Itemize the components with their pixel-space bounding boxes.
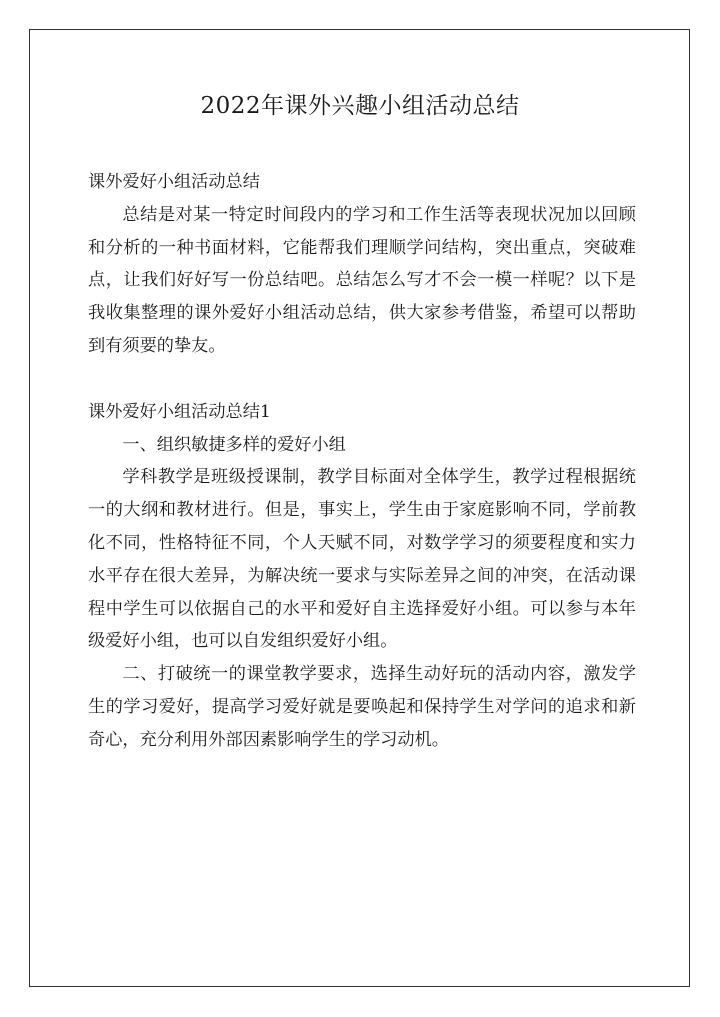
point-1-heading: 一、组织敏捷多样的爱好小组 xyxy=(122,434,346,455)
document-title: 2022年课外兴趣小组活动总结 xyxy=(200,93,520,119)
document-body xyxy=(88,166,636,757)
intro-paragraph: 总结是对某一特定时间段内的学习和工作生活等表现状况加以回顾和分析的一种书面材料，它能帮我们理顺学问结构，突出重点，突破难点，让我们好好写一份总结吧。总结怎么写才不会一模一样呢？以下是我收集整理的课外爱好小组活动总结，供大家参考借鉴，希望可以帮助到有须要的挚友。 xyxy=(88,204,636,356)
point-2-paragraph: 二、打破统一的课堂教学要求，选择生动好玩的活动内容，激发学生的学习爱好，提高学习爱好就是要唤起和保持学生对学问的追求和新奇心，充分利用外部因素影响学生的学习动机。 xyxy=(88,664,636,750)
section-1-heading: 课外爱好小组活动总结1 xyxy=(88,401,271,422)
point-1-paragraph: 学科教学是班级授课制，教学目标面对全体学生，教学过程根据统一的大纲和教材进行。但是，事实上，学生由于家庭影响不同，学前教化不同，性格特征不同，个人天赋不同，对数学学习的须要程度和实力水平存在很大差异，为解决统一要求与实际差异之间的冲突，在活动课程中学生可以依据自己的水平和爱好自主选择爱好小组。可以参与本年级爱好小组，也可以自发组织爱好小组。 xyxy=(88,467,636,652)
intro-heading: 课外爱好小组活动总结 xyxy=(88,172,260,192)
section-spacer xyxy=(88,363,636,396)
